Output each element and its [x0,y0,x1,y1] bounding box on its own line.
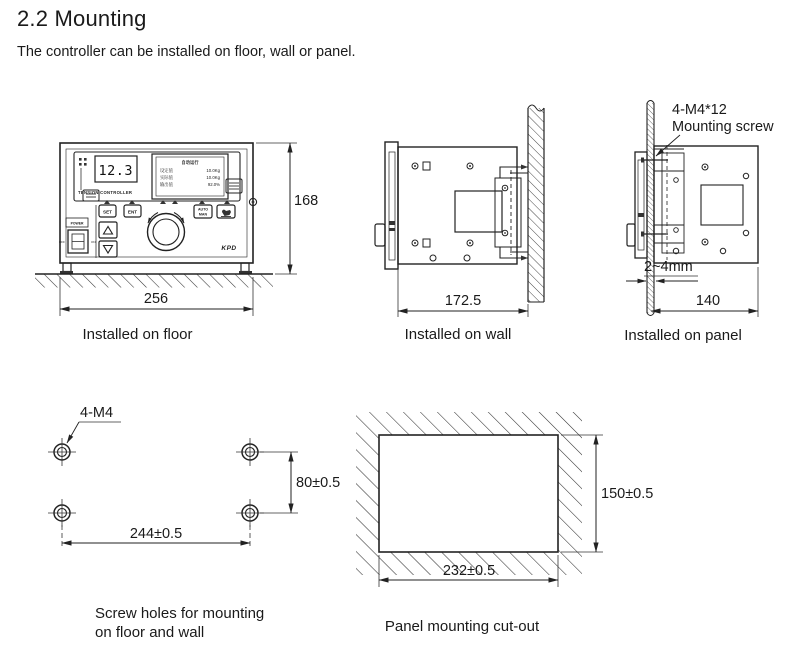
caption-screw-holes [95,604,264,642]
wall-side-view-drawing [360,95,565,327]
screw-holes [48,438,264,527]
svg-text:Mounting screw: Mounting screw [672,119,774,135]
down-arrow-icon [104,246,113,254]
brand-logo: KPD [221,245,237,252]
lcd-panel [152,154,228,199]
controller-side-body [375,142,517,269]
controller-enclosure [60,143,257,275]
cutout-rectangle [379,435,558,552]
stop-button [217,205,235,218]
controller-side-body [627,146,758,263]
caption-installed-on-wall: Installed on wall [404,326,512,343]
lcd-row-label: 输出值 [160,182,173,187]
dimension-panel-thickness [626,259,698,281]
foot-right [241,263,249,272]
svg-text:150±0.5: 150±0.5 [601,486,654,502]
figure-installed-on-floor [30,95,322,320]
foot-left [63,263,71,272]
power-switch [59,218,96,253]
mounting-screw-note [656,102,774,156]
figure-installed-on-panel [588,85,800,325]
lcd-row-value: 92.0% [207,182,220,187]
knob-side [375,224,385,246]
dimension-vertical-80 [260,452,340,513]
case-screws [412,162,473,261]
wall-section [528,105,544,302]
seven-segment-display [95,156,137,182]
screw-hole [236,438,264,466]
wall-bracket [495,165,528,261]
hole-size-note [67,405,121,443]
side-cutout [701,185,743,225]
svg-text:AUTO: AUTO [197,207,209,212]
dimension-height-168 [256,143,318,274]
auto-man-button [194,205,212,218]
svg-text:168: 168 [294,193,319,209]
intro-text: The controller can be installed on floor, wall or panel. [17,44,356,60]
ground-hatch [35,274,273,288]
hand-icon [222,210,231,216]
svg-text:SET: SET [103,209,112,215]
off-label: OFF [59,240,65,244]
svg-text:2~4mm: 2~4mm [644,259,693,275]
svg-text:256: 256 [143,291,169,307]
power-label: POWER [70,221,84,226]
caption-installed-on-panel: Installed on panel [624,327,742,344]
front-bezel [385,142,398,269]
caption-installed-on-floor: Installed on floor [82,326,193,343]
knob-side [627,224,635,246]
figure-installed-on-wall [360,95,565,327]
svg-text:4-M4*12: 4-M4*12 [672,102,727,118]
case-screws [673,164,748,254]
display-value: 12.3 [98,163,133,179]
svg-text:232±0.5: 232±0.5 [442,563,496,579]
lcd-row-label: 实际值 [160,175,173,180]
down-button [99,241,117,257]
cw-arrow [174,213,184,224]
tension-knob [148,213,185,251]
bracket-hook-bottom [500,247,528,258]
display-window [74,152,242,201]
lcd-title: 自动运行 [181,160,199,165]
svg-text:4-M4: 4-M4 [80,405,114,421]
figure-panel-cutout [350,410,660,590]
floor-front-view-drawing [30,95,322,320]
mounting-panel-section [647,101,654,316]
svg-text:244±0.5: 244±0.5 [129,526,183,542]
dimension-horizontal-244 [62,525,250,549]
ent-button [124,205,141,217]
tension-controller-label: TENSION CONTROLLER [78,190,133,195]
caption-screw-holes-line2: on floor and wall [95,624,205,641]
svg-text:80±0.5: 80±0.5 [296,475,341,491]
bracket-hook-top [500,167,528,178]
svg-text:172.5: 172.5 [444,293,482,309]
ccw-arrow [148,213,158,224]
dimension-depth-172-5 [398,269,528,317]
status-indicators [79,158,87,190]
caption-panel-cutout: Panel mounting cut-out [384,618,540,635]
front-bezel [635,152,647,258]
caption-screw-holes-line1: Screw holes for mounting [95,605,265,622]
screw-hole [236,499,264,527]
surrounding-hatch [356,412,582,575]
on-label: ON [91,240,96,244]
svg-text:MAN: MAN [198,212,208,217]
up-button [99,222,117,238]
lcd-row-value: 10.0Kg [206,175,220,180]
page-title: 2.2 Mounting [17,6,147,31]
screw-hole [48,438,76,466]
figure-screw-holes [35,395,347,565]
screw-hole [48,499,76,527]
panel-cutout-drawing [350,410,660,590]
panel-side-view-drawing [588,85,800,325]
up-arrow-icon [104,227,113,235]
set-button [99,205,116,217]
svg-text:ENT: ENT [127,209,138,215]
leader-line [67,422,79,443]
lcd-row-label: 设定值 [160,168,173,173]
svg-text:140: 140 [695,293,721,309]
lcd-row-value: 10.0Kg [206,168,220,173]
screw-holes-drawing [35,395,347,565]
